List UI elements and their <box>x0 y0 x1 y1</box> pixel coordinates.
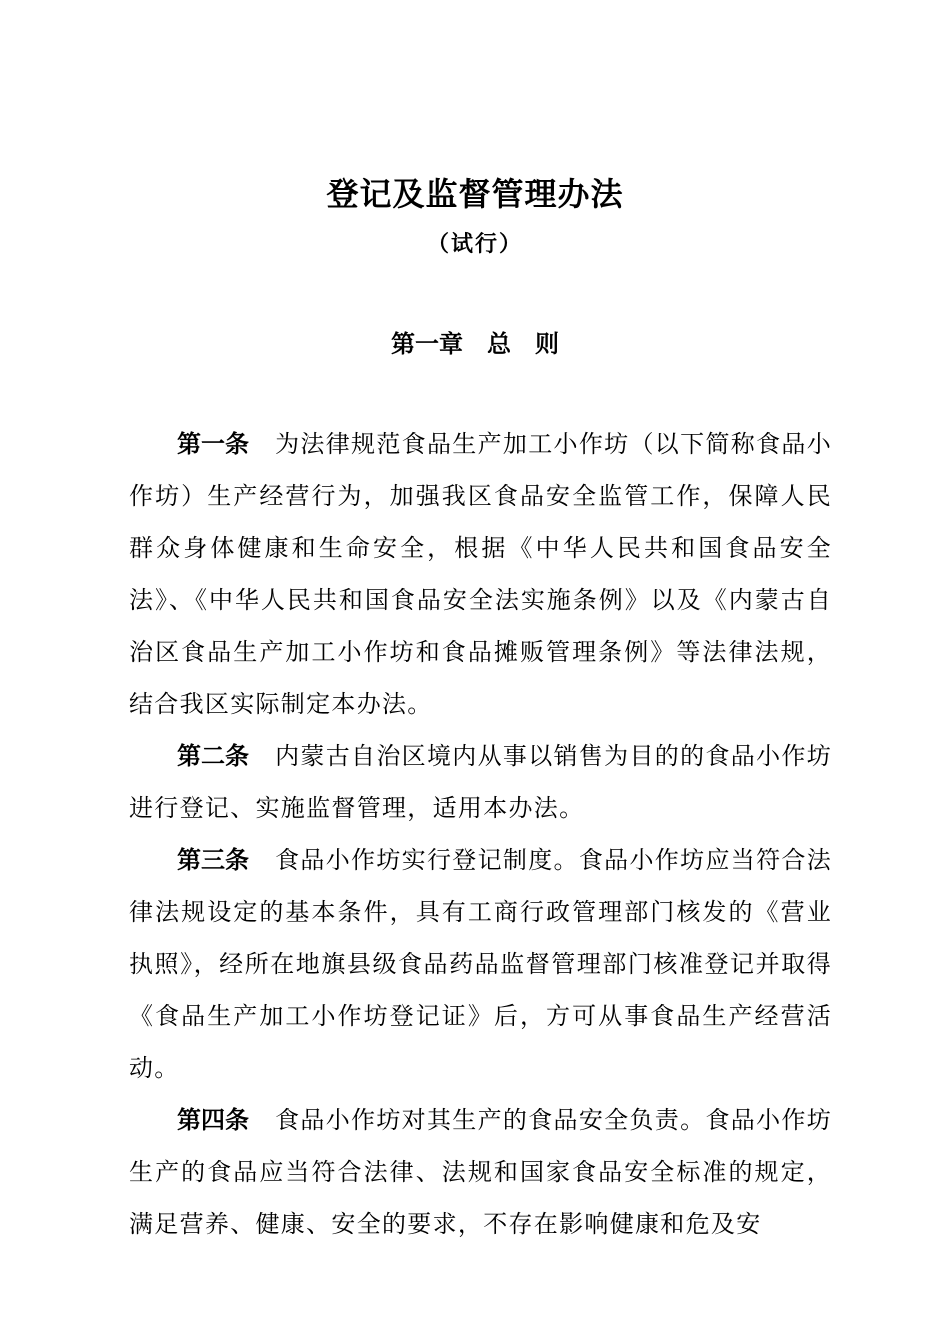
article-label: 第三条 <box>177 846 250 874</box>
article-label: 第四条 <box>177 1106 250 1134</box>
article-text: 为法律规范食品生产加工小作坊（以下简称食品小作坊）生产经营行为，加强我区食品安全监管工作，保障人民群众身体健康和生命安全，根据《中华人民共和国食品安全法》、《中华人民共和国食品安全法实施条例》以及《内蒙古自治区食品生产加工小作坊和食品摊贩管理条例》等法律法规，结合我区实际制定本办法。 <box>129 430 833 718</box>
article-text: 食品小作坊实行登记制度。食品小作坊应当符合法律法规设定的基本条件，具有工商行政管理部门核发的《营业执照》，经所在地旗县级食品药品监督管理部门核准登记并取得《食品生产加工小作坊登记证》后，方可从事食品生产经营活动。 <box>129 846 833 1082</box>
article-2 <box>129 730 832 834</box>
article-3 <box>129 834 832 1094</box>
articles-body <box>129 418 832 1250</box>
article-text: 食品小作坊对其生产的食品安全负责。食品小作坊生产的食品应当符合法律、法规和国家食品安全标准的规定，满足营养、健康、安全的要求，不存在影响健康和危及安 <box>129 1106 833 1238</box>
document-title: 登记及监督管理办法 <box>326 175 624 213</box>
article-label: 第二条 <box>177 742 250 770</box>
article-1 <box>129 418 832 730</box>
article-4 <box>129 1094 832 1250</box>
article-label: 第一条 <box>177 430 250 458</box>
chapter-heading: 第一章 总 则 <box>391 330 559 358</box>
document-subtitle: （试行） <box>426 232 523 257</box>
article-text: 内蒙古自治区境内从事以销售为目的的食品小作坊进行登记、实施监督管理，适用本办法。 <box>129 742 833 822</box>
